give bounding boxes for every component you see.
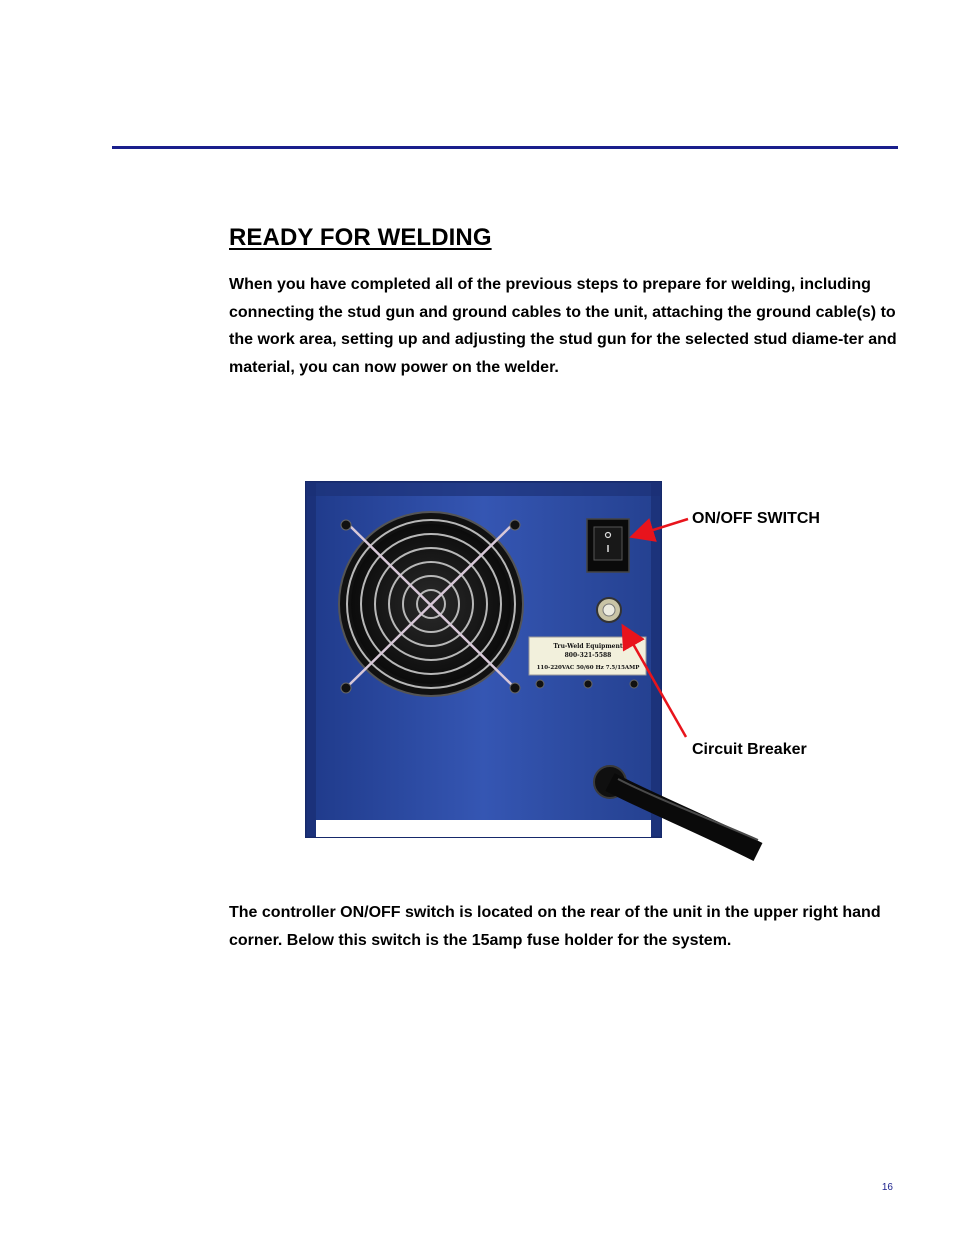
switch-location-paragraph: The controller ON/OFF switch is located on the rear of the unit in the upper right hand corner. Below this switch is the 15amp fuse holder for the system. [229, 904, 881, 949]
intro-paragraph: When you have completed all of the previous steps to prepare for welding, including connecting the stud gun and ground cables to the unit, attaching the ground cable(s) to the work area, setting up and adjusting the stud gun for the selected stud diame-ter and material, you can now power on the welder. [229, 276, 897, 376]
circuit-breaker [597, 598, 621, 622]
rating-label-line-2: 800-321-5588 [564, 652, 612, 659]
on-off-switch-callout: ON/OFF SWITCH [692, 510, 820, 527]
circuit-breaker-callout: Circuit Breaker [692, 741, 807, 758]
section-title: READY FOR WELDING [229, 224, 492, 251]
welder-rear-panel-illustration [228, 452, 768, 862]
on-off-switch [587, 519, 629, 572]
welder-rear-panel-figure [228, 452, 768, 862]
cooling-fan [339, 512, 523, 696]
rating-label-line-1: Tru-Weld Equipment [553, 643, 623, 650]
page-number: 16 [881, 1182, 893, 1193]
header-rule [112, 146, 898, 149]
rating-label-line-3: 110-220VAC 50/60 Hz 7.5/15AMP [536, 665, 640, 671]
